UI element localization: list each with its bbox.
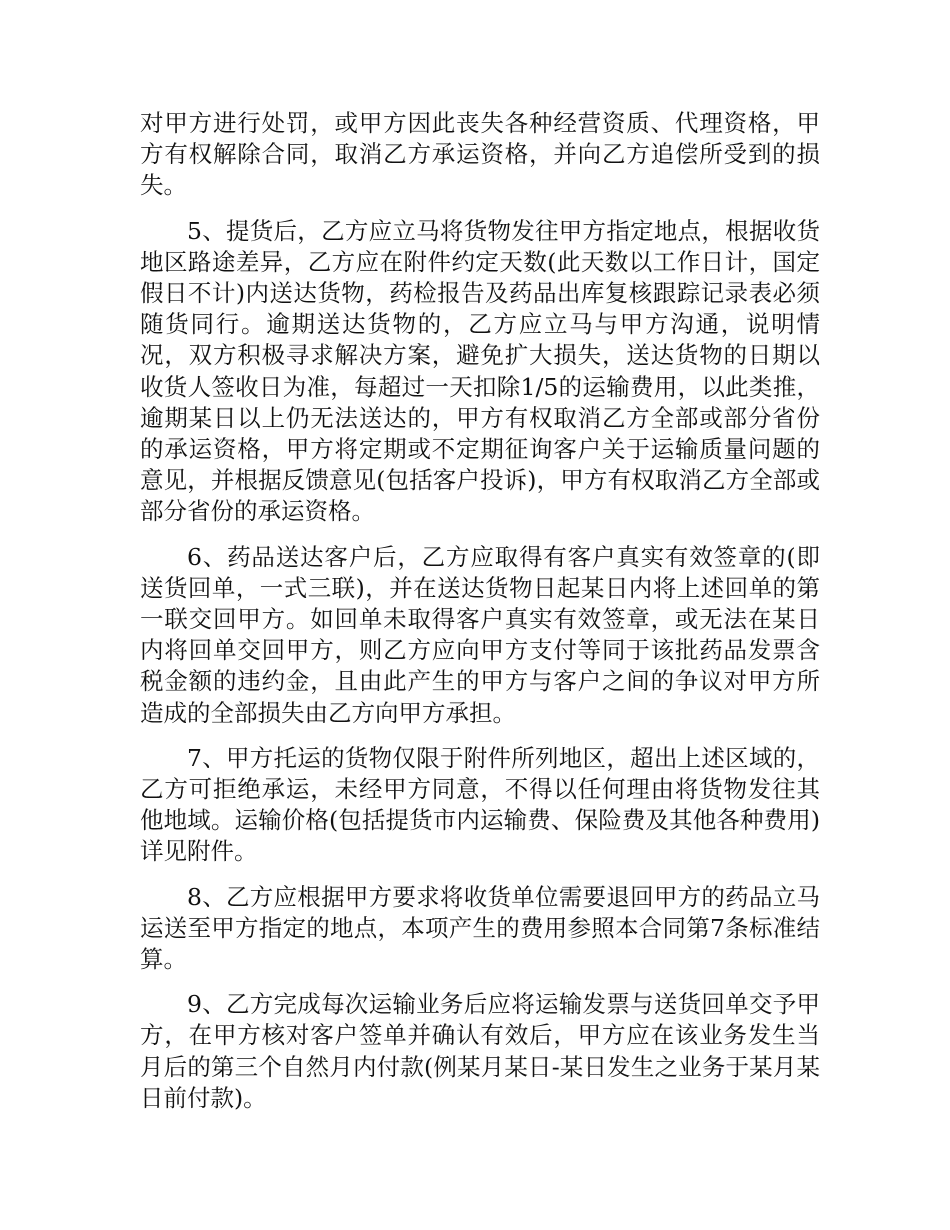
clause-9: 9、乙方完成每次运输业务后应将运输发票与送货回单交予甲方，在甲方核对客户签单并确认有效后，甲方应在该业务发生当月后的第三个自然月内付款(例某月某日-某日发生之业务于某月某日前付款)。 [140,990,820,1112]
clause-6: 6、药品送达客户后，乙方应取得有客户真实有效签章的(即送货回单，一式三联)，并在送达货物日起某日内将上述回单的第一联交回甲方。如回单未取得客户真实有效签章，或无法在某日内将回单交回甲方，则乙方应向甲方支付等同于该批药品发票含税金额的违约金，且由此产生的甲方与客户之间的争议对甲方所造成的全部损失由乙方向甲方承担。 [140,542,820,727]
paragraph-continuation: 对甲方进行处罚，或甲方因此丧失各种经营资质、代理资格，甲方有权解除合同，取消乙方承运资格，并向乙方追偿所受到的损失。 [140,109,820,200]
document-body [140,108,820,1128]
clause-8: 8、乙方应根据甲方要求将收货单位需要退回甲方的药品立马运送至甲方指定的地点，本项产生的费用参照本合同第7条标准结算。 [140,882,820,974]
clause-5: 5、提货后，乙方应立马将货物发往甲方指定地点，根据收货地区路途差异，乙方应在附件约定天数(此天数以工作日计，国定假日不计)内送达货物，药检报告及药品出库复核跟踪记录表必须随货同行。逾期送达货物的，乙方应立马与甲方沟通，说明情况，双方积极寻求解决方案，避免扩大损失，送达货物的日期以收货人签收日为准，每超过一天扣除1/5的运输费用，以此类推，逾期某日以上仍无法送达的，甲方有权取消乙方全部或部分省份的承运资格，甲方将定期或不定期征询客户关于运输质量问题的意见，并根据反馈意见(包括客户投诉)，甲方有权取消乙方全部或部分省份的承运资格。 [140,216,820,526]
clause-7: 7、甲方托运的货物仅限于附件所列地区，超出上述区域的，乙方可拒绝承运，未经甲方同意，不得以任何理由将货物发往其他地域。运输价格(包括提货市内运输费、保险费及其他各种费用)详见附件。 [140,743,820,866]
